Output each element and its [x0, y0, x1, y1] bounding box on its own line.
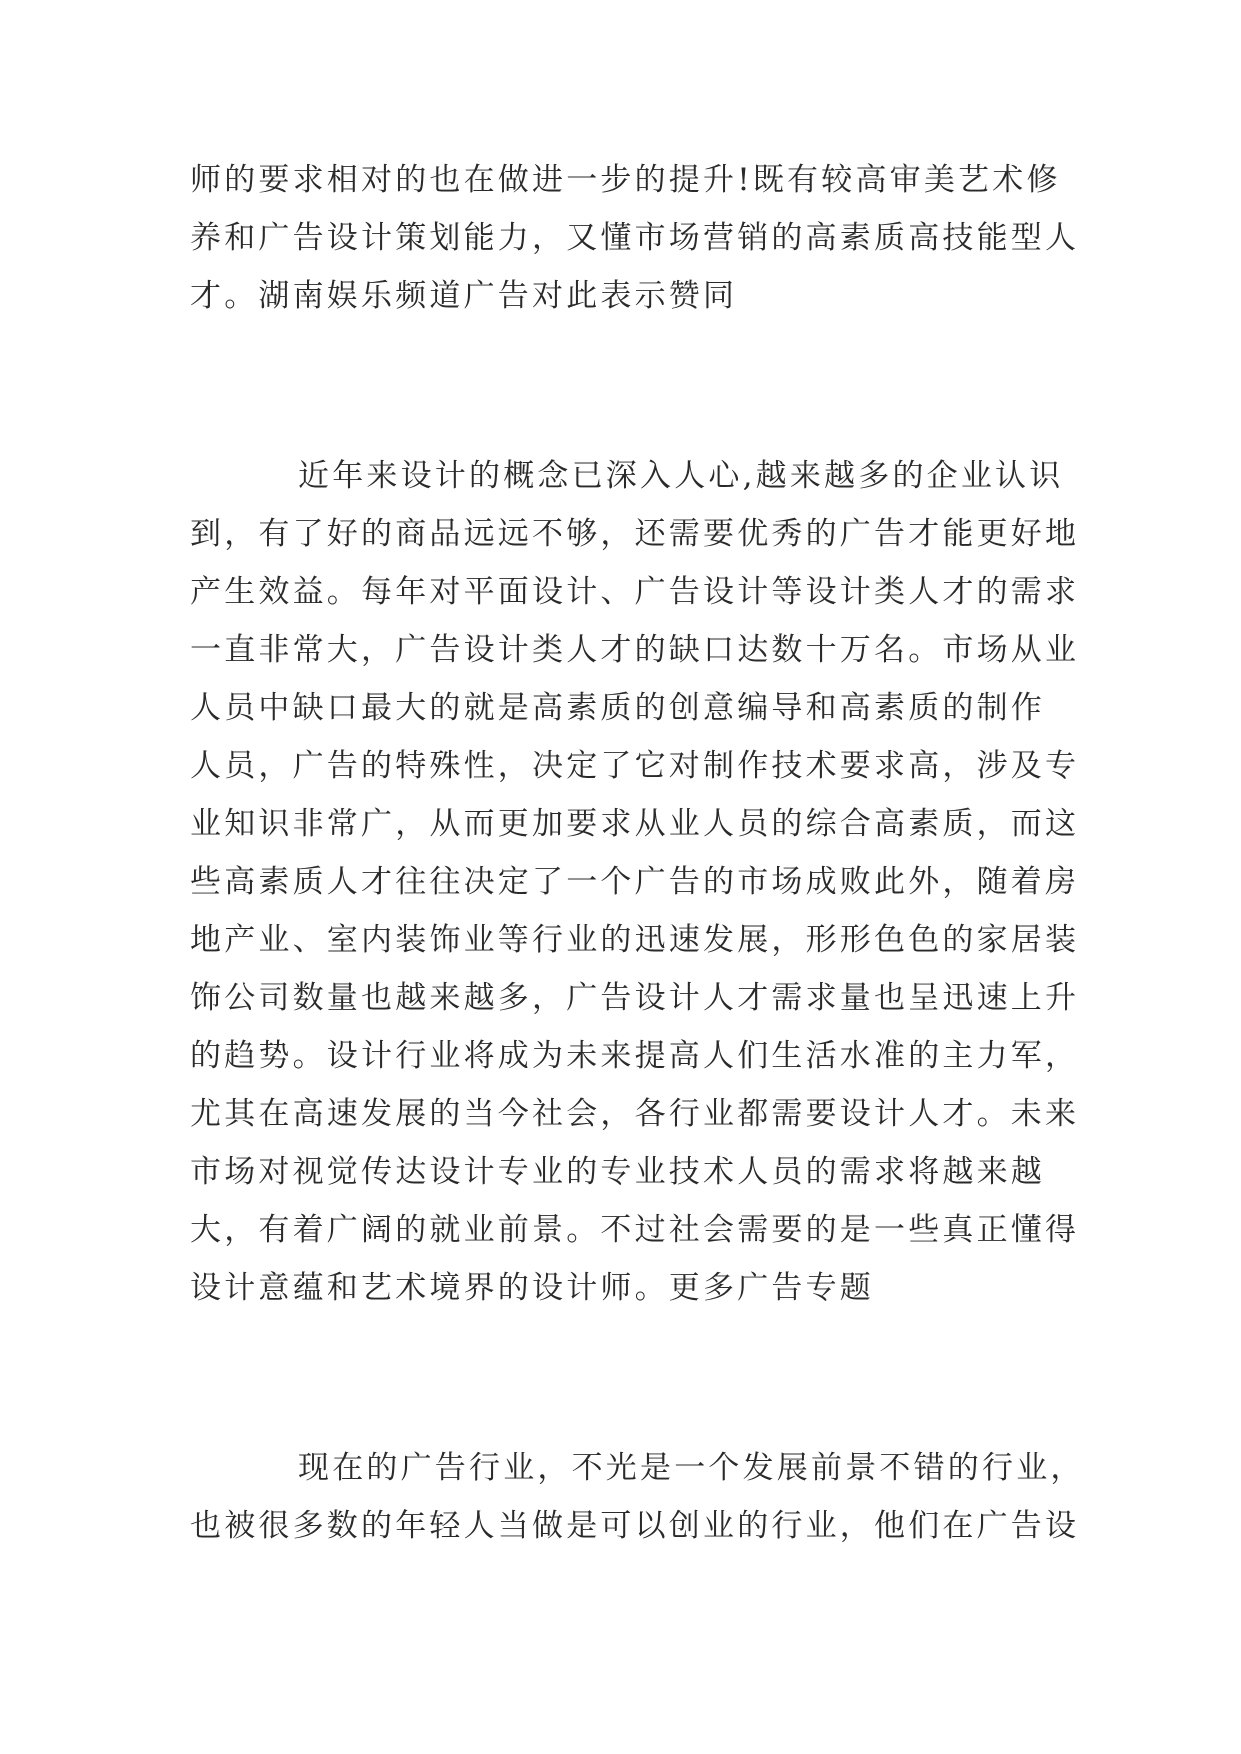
- paragraph-2-line-5: 人员中缺口最大的就是高素质的创意编导和高素质的制作: [190, 690, 1045, 726]
- paragraph-2-line-4: 一直非常大，广告设计类人才的缺口达数十万名。市场从业: [190, 632, 1080, 668]
- paragraph-2-line-2: 到，有了好的商品远远不够，还需要优秀的广告才能更好地: [190, 516, 1080, 552]
- paragraph-2-line-13: 市场对视觉传达设计专业的专业技术人员的需求将越来越: [190, 1154, 1045, 1190]
- paragraph-3-line-2: 也被很多数的年轻人当做是可以创业的行业，他们在广告设: [190, 1508, 1080, 1544]
- paragraph-2-line-6: 人员，广告的特殊性，决定了它对制作技术要求高，涉及专: [190, 748, 1080, 784]
- paragraph-2-line-12: 尤其在高速发展的当今社会，各行业都需要设计人才。未来: [190, 1096, 1080, 1132]
- paragraph-2-line-11: 的趋势。设计行业将成为未来提高人们生活水准的主力军，: [190, 1038, 1080, 1074]
- paragraph-2-line-9: 地产业、室内装饰业等行业的迅速发展，形形色色的家居装: [190, 922, 1080, 958]
- paragraph-1-line-3: 才。湖南娱乐频道广告对此表示赞同: [190, 278, 738, 314]
- paragraph-3-line-1: 现在的广告行业，不光是一个发展前景不错的行业，: [298, 1450, 1085, 1486]
- paragraph-1-line-2: 养和广告设计策划能力，又懂市场营销的高素质高技能型人: [190, 220, 1080, 256]
- paragraph-2-line-10: 饰公司数量也越来越多，广告设计人才需求量也呈迅速上升: [190, 980, 1080, 1016]
- paragraph-2-line-8: 些高素质人才往往决定了一个广告的市场成败此外，随着房: [190, 864, 1080, 900]
- paragraph-2-line-15: 设计意蕴和艺术境界的设计师。更多广告专题: [190, 1270, 874, 1306]
- paragraph-2-line-1: 近年来设计的概念已深入人心,越来越多的企业认识: [298, 458, 1064, 494]
- paragraph-2-line-14: 大，有着广阔的就业前景。不过社会需要的是一些真正懂得: [190, 1212, 1080, 1248]
- paragraph-2-line-3: 产生效益。每年对平面设计、广告设计等设计类人才的需求: [190, 574, 1080, 610]
- paragraph-1-line-1: 师的要求相对的也在做进一步的提升!既有较高审美艺术修: [190, 162, 1061, 198]
- paragraph-2-line-7: 业知识非常广，从而更加要求从业人员的综合高素质，而这: [190, 806, 1080, 842]
